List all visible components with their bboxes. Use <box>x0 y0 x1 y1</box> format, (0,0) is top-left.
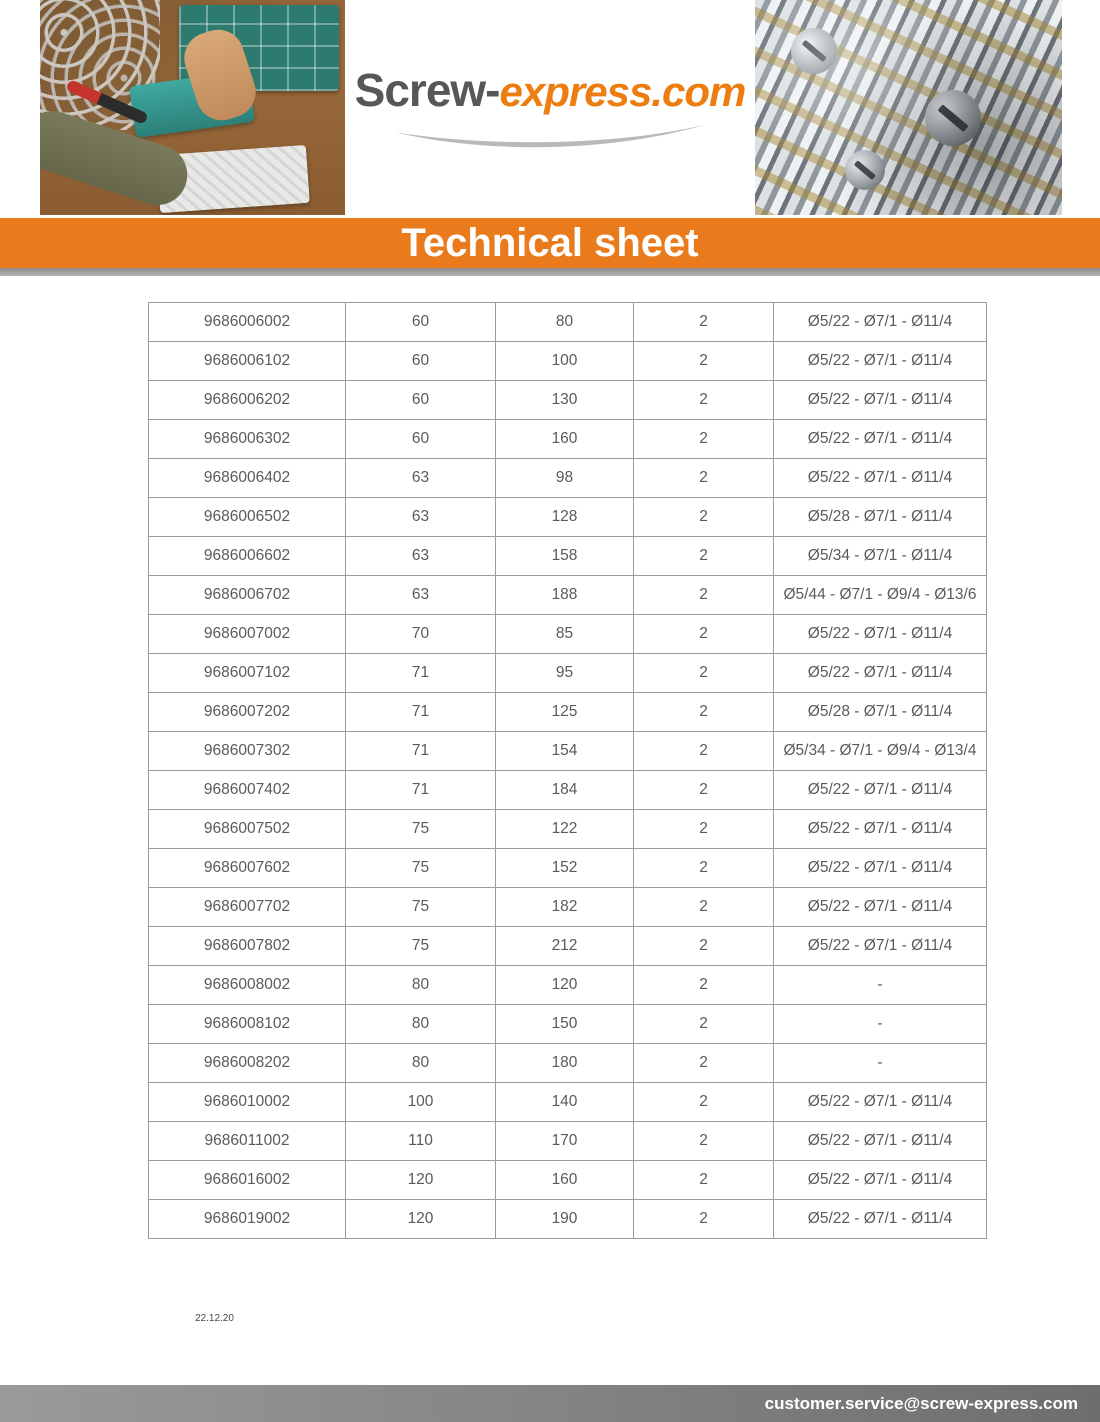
table-cell: 150 <box>496 1005 634 1044</box>
table-cell: Ø5/22 - Ø7/1 - Ø11/4 <box>774 810 987 849</box>
table-cell: Ø5/22 - Ø7/1 - Ø11/4 <box>774 1083 987 1122</box>
table-row <box>149 1005 987 1044</box>
table-cell: 2 <box>634 420 774 459</box>
screws-photo <box>755 0 1062 215</box>
table-cell: 2 <box>634 810 774 849</box>
table-cell: 60 <box>346 420 496 459</box>
table-row <box>149 576 987 615</box>
table-row <box>149 654 987 693</box>
table-cell: 9686006502 <box>149 498 346 537</box>
table-cell: Ø5/34 - Ø7/1 - Ø11/4 <box>774 537 987 576</box>
table-cell: 80 <box>346 1044 496 1083</box>
table-cell: 2 <box>634 1005 774 1044</box>
table-row <box>149 381 987 420</box>
screw-head-decor <box>791 28 837 74</box>
table-cell: 9686006002 <box>149 303 346 342</box>
workshop-photo <box>40 0 345 215</box>
table-cell: 2 <box>634 1200 774 1239</box>
table-cell: 9686007402 <box>149 771 346 810</box>
table-cell: 120 <box>496 966 634 1005</box>
table-cell: 2 <box>634 381 774 420</box>
table-cell: 212 <box>496 927 634 966</box>
logo-text <box>354 63 746 116</box>
table-cell: 9686010002 <box>149 1083 346 1122</box>
table-row <box>149 1161 987 1200</box>
table-cell: 71 <box>346 654 496 693</box>
table-cell: 160 <box>496 420 634 459</box>
table-cell: 60 <box>346 342 496 381</box>
table-row <box>149 693 987 732</box>
table-cell: - <box>774 966 987 1005</box>
table-row <box>149 1200 987 1239</box>
table-row <box>149 1122 987 1161</box>
table-cell: 100 <box>496 342 634 381</box>
table-cell: 2 <box>634 732 774 771</box>
table-cell: 110 <box>346 1122 496 1161</box>
logo-text-screw: Screw- <box>354 63 500 116</box>
table-cell: Ø5/22 - Ø7/1 - Ø11/4 <box>774 420 987 459</box>
table-cell: 9686006402 <box>149 459 346 498</box>
table-cell: 2 <box>634 576 774 615</box>
table-cell: 120 <box>346 1161 496 1200</box>
table-cell: 80 <box>346 966 496 1005</box>
table-cell: 71 <box>346 732 496 771</box>
spec-table-body <box>149 303 987 1239</box>
table-cell: 190 <box>496 1200 634 1239</box>
table-cell: 9686011002 <box>149 1122 346 1161</box>
table-cell: 2 <box>634 1122 774 1161</box>
table-row <box>149 810 987 849</box>
table-cell: 122 <box>496 810 634 849</box>
table-cell: 184 <box>496 771 634 810</box>
table-row <box>149 888 987 927</box>
table-cell: 125 <box>496 693 634 732</box>
logo-swoosh-icon <box>385 121 715 155</box>
revision-date: 22.12.20 <box>195 1313 234 1324</box>
screw-head-decor <box>845 150 885 190</box>
table-cell: 2 <box>634 498 774 537</box>
table-cell: 2 <box>634 927 774 966</box>
table-cell: 2 <box>634 303 774 342</box>
logo <box>345 0 755 215</box>
table-row <box>149 459 987 498</box>
table-cell: 95 <box>496 654 634 693</box>
table-cell: 9686007302 <box>149 732 346 771</box>
table-cell: 2 <box>634 654 774 693</box>
table-cell: 2 <box>634 1044 774 1083</box>
table-cell: - <box>774 1005 987 1044</box>
table-cell: 80 <box>496 303 634 342</box>
table-row <box>149 1044 987 1083</box>
table-cell: 188 <box>496 576 634 615</box>
table-row <box>149 771 987 810</box>
screw-head-decor <box>925 90 981 146</box>
table-row <box>149 966 987 1005</box>
table-cell: 60 <box>346 303 496 342</box>
table-cell: 140 <box>496 1083 634 1122</box>
table-cell: 170 <box>496 1122 634 1161</box>
table-cell: 9686006702 <box>149 576 346 615</box>
table-cell: Ø5/28 - Ø7/1 - Ø11/4 <box>774 498 987 537</box>
table-cell: 9686008102 <box>149 1005 346 1044</box>
table-cell: 2 <box>634 849 774 888</box>
table-cell: Ø5/22 - Ø7/1 - Ø11/4 <box>774 1122 987 1161</box>
table-cell: 182 <box>496 888 634 927</box>
table-cell: 9686007702 <box>149 888 346 927</box>
table-cell: 98 <box>496 459 634 498</box>
table-cell: Ø5/22 - Ø7/1 - Ø11/4 <box>774 342 987 381</box>
table-cell: 9686007802 <box>149 927 346 966</box>
table-cell: 80 <box>346 1005 496 1044</box>
table-cell: 63 <box>346 576 496 615</box>
table-cell: Ø5/22 - Ø7/1 - Ø11/4 <box>774 927 987 966</box>
footer-bar <box>0 1385 1100 1422</box>
table-row <box>149 1083 987 1122</box>
table-cell: 2 <box>634 537 774 576</box>
table-cell: 158 <box>496 537 634 576</box>
table-cell: 2 <box>634 342 774 381</box>
table-cell: 9686006302 <box>149 420 346 459</box>
table-cell: 71 <box>346 693 496 732</box>
table-cell: 120 <box>346 1200 496 1239</box>
table-cell: Ø5/22 - Ø7/1 - Ø11/4 <box>774 888 987 927</box>
table-row <box>149 615 987 654</box>
table-cell: 9686006602 <box>149 537 346 576</box>
table-row <box>149 303 987 342</box>
table-cell: 2 <box>634 459 774 498</box>
table-cell: 63 <box>346 537 496 576</box>
table-cell: 130 <box>496 381 634 420</box>
table-cell: 9686008202 <box>149 1044 346 1083</box>
table-cell: 70 <box>346 615 496 654</box>
table-cell: Ø5/22 - Ø7/1 - Ø11/4 <box>774 381 987 420</box>
logo-text-express: express.com <box>499 67 746 115</box>
table-cell: 75 <box>346 849 496 888</box>
contact-email[interactable]: customer.service@screw-express.com <box>764 1393 1078 1413</box>
table-cell: 2 <box>634 615 774 654</box>
table-cell: Ø5/22 - Ø7/1 - Ø11/4 <box>774 771 987 810</box>
table-cell: 9686007502 <box>149 810 346 849</box>
table-cell: 180 <box>496 1044 634 1083</box>
table-cell: Ø5/22 - Ø7/1 - Ø11/4 <box>774 459 987 498</box>
table-cell: Ø5/22 - Ø7/1 - Ø11/4 <box>774 1161 987 1200</box>
table-cell: Ø5/22 - Ø7/1 - Ø11/4 <box>774 654 987 693</box>
table-cell: 152 <box>496 849 634 888</box>
table-cell: 9686007602 <box>149 849 346 888</box>
table-cell: 2 <box>634 771 774 810</box>
table-cell: 2 <box>634 1083 774 1122</box>
table-cell: 63 <box>346 459 496 498</box>
table-row <box>149 537 987 576</box>
table-cell: 2 <box>634 1161 774 1200</box>
spec-table <box>148 302 987 1239</box>
table-cell: 154 <box>496 732 634 771</box>
table-cell: Ø5/28 - Ø7/1 - Ø11/4 <box>774 693 987 732</box>
table-cell: 60 <box>346 381 496 420</box>
table-cell: Ø5/44 - Ø7/1 - Ø9/4 - Ø13/6 <box>774 576 987 615</box>
table-cell: 2 <box>634 966 774 1005</box>
table-cell: 160 <box>496 1161 634 1200</box>
table-cell: 63 <box>346 498 496 537</box>
table-cell: 100 <box>346 1083 496 1122</box>
table-cell: - <box>774 1044 987 1083</box>
table-cell: 9686007002 <box>149 615 346 654</box>
table-cell: 75 <box>346 927 496 966</box>
table-row <box>149 732 987 771</box>
table-cell: Ø5/22 - Ø7/1 - Ø11/4 <box>774 1200 987 1239</box>
table-cell: 71 <box>346 771 496 810</box>
table-row <box>149 849 987 888</box>
table-cell: Ø5/34 - Ø7/1 - Ø9/4 - Ø13/4 <box>774 732 987 771</box>
table-cell: Ø5/22 - Ø7/1 - Ø11/4 <box>774 615 987 654</box>
table-cell: 128 <box>496 498 634 537</box>
table-cell: 75 <box>346 810 496 849</box>
table-cell: 2 <box>634 693 774 732</box>
table-cell: 2 <box>634 888 774 927</box>
table-row <box>149 420 987 459</box>
table-cell: 9686007202 <box>149 693 346 732</box>
table-cell: 9686016002 <box>149 1161 346 1200</box>
table-cell: 75 <box>346 888 496 927</box>
table-cell: 9686006102 <box>149 342 346 381</box>
table-cell: Ø5/22 - Ø7/1 - Ø11/4 <box>774 849 987 888</box>
table-row <box>149 927 987 966</box>
title-banner <box>0 218 1100 268</box>
table-cell: 9686007102 <box>149 654 346 693</box>
page-title: Technical sheet <box>401 220 699 265</box>
table-cell: Ø5/22 - Ø7/1 - Ø11/4 <box>774 303 987 342</box>
table-cell: 85 <box>496 615 634 654</box>
table-cell: 9686019002 <box>149 1200 346 1239</box>
table-cell: 9686006202 <box>149 381 346 420</box>
table-row <box>149 498 987 537</box>
table-cell: 9686008002 <box>149 966 346 1005</box>
header <box>0 0 1100 218</box>
table-row <box>149 342 987 381</box>
banner-shadow <box>0 268 1100 276</box>
